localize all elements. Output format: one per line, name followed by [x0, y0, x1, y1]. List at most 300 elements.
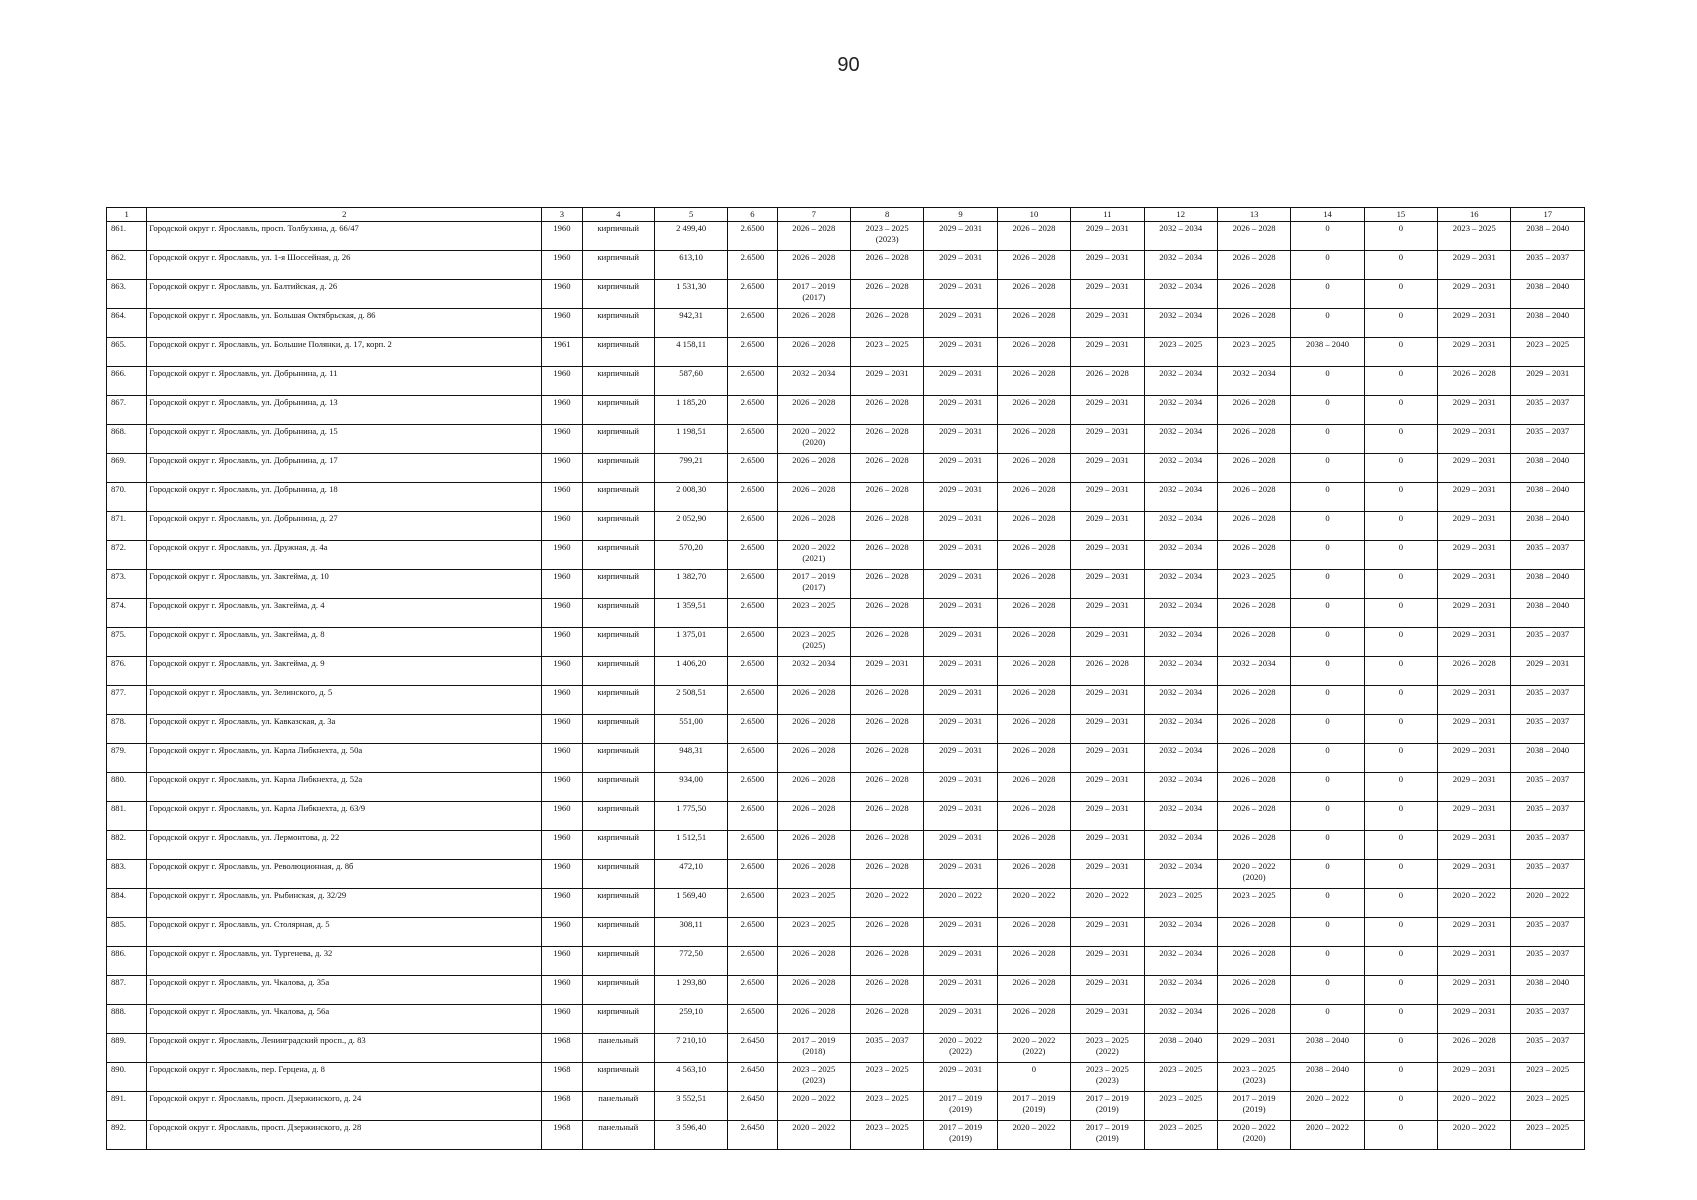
table-cell: 2026 – 2028: [997, 1005, 1070, 1034]
table-cell: 2035 – 2037: [1511, 628, 1585, 657]
table-cell: 2026 – 2028: [850, 396, 923, 425]
table-cell: 2026 – 2028: [1217, 918, 1290, 947]
table-row: [107, 570, 1585, 599]
table-cell: 2023 – 2025 (2023): [1071, 1063, 1144, 1092]
table-cell: 4 563,10: [654, 1063, 727, 1092]
table-cell: 1960: [542, 889, 582, 918]
table-row: [107, 976, 1585, 1005]
table-cell: 1960: [542, 947, 582, 976]
table-cell: Городской округ г. Ярославль, ул. Закгейма, д. 8: [147, 628, 542, 657]
table-cell: 2017 – 2019 (2019): [997, 1092, 1070, 1121]
table-cell: 2026 – 2028: [777, 686, 850, 715]
table-cell: 0: [1291, 425, 1364, 454]
table-cell: 2026 – 2028: [997, 976, 1070, 1005]
table-cell: 0: [1364, 425, 1437, 454]
table-cell: 2032 – 2034: [1144, 570, 1217, 599]
table-cell: 2023 – 2025: [1144, 1063, 1217, 1092]
table-cell: 2026 – 2028: [1071, 657, 1144, 686]
table-cell: 2029 – 2031: [1438, 280, 1511, 309]
table-cell: 2029 – 2031: [1071, 396, 1144, 425]
table-cell: 0: [1364, 1092, 1437, 1121]
table-cell: 2029 – 2031: [1438, 802, 1511, 831]
table-cell: 879.: [107, 744, 147, 773]
table-cell: 2026 – 2028: [850, 744, 923, 773]
column-number-10: 10: [997, 208, 1070, 222]
table-cell: 2020 – 2022: [1071, 889, 1144, 918]
table-cell: 2.6500: [728, 715, 777, 744]
table-cell: 1 512,51: [654, 831, 727, 860]
table-cell: Городской округ г. Ярославль, ул. Карла Либкнехта, д. 63/9: [147, 802, 542, 831]
table-cell: 2026 – 2028: [777, 831, 850, 860]
table-cell: 2026 – 2028: [1217, 599, 1290, 628]
table-cell: 2.6500: [728, 860, 777, 889]
table-cell: Городской округ г. Ярославль, пер. Герцена, д. 8: [147, 1063, 542, 1092]
table-cell: 1 531,30: [654, 280, 727, 309]
table-cell: 0: [1364, 976, 1437, 1005]
table-cell: 2035 – 2037: [1511, 686, 1585, 715]
table-cell: Городской округ г. Ярославль, просп. Толбухина, д. 66/47: [147, 222, 542, 251]
table-cell: Городской округ г. Ярославль, Ленинградский просп., д. 83: [147, 1034, 542, 1063]
page-number: 90: [837, 54, 860, 76]
table-cell: 2032 – 2034: [1217, 367, 1290, 396]
table-cell: 2023 – 2025: [1217, 889, 1290, 918]
table-cell: 3 552,51: [654, 1092, 727, 1121]
table-cell: 0: [1291, 947, 1364, 976]
table-cell: 2020 – 2022: [997, 889, 1070, 918]
table-cell: 2023 – 2025: [777, 918, 850, 947]
table-cell: 2026 – 2028: [777, 251, 850, 280]
table-cell: 0: [1291, 744, 1364, 773]
table-cell: 2032 – 2034: [1217, 657, 1290, 686]
table-row: [107, 773, 1585, 802]
table-cell: Городской округ г. Ярославль, ул. Добрынина, д. 11: [147, 367, 542, 396]
table-cell: 2026 – 2028: [777, 309, 850, 338]
table-cell: 2026 – 2028: [997, 309, 1070, 338]
table-cell: 2023 – 2025: [1511, 1063, 1585, 1092]
table-cell: 2023 – 2025: [1144, 1121, 1217, 1150]
table-cell: 2020 – 2022: [924, 889, 997, 918]
table-cell: 2038 – 2040: [1511, 280, 1585, 309]
table-cell: 0: [1364, 715, 1437, 744]
table-cell: кирпичный: [582, 773, 654, 802]
table-cell: 2026 – 2028: [997, 599, 1070, 628]
table-cell: 2026 – 2028: [850, 860, 923, 889]
table-cell: 2026 – 2028: [1217, 396, 1290, 425]
table-cell: кирпичный: [582, 918, 654, 947]
table-cell: 1960: [542, 628, 582, 657]
table-cell: 880.: [107, 773, 147, 802]
table-row: [107, 512, 1585, 541]
table-cell: Городской округ г. Ярославль, ул. Карла Либкнехта, д. 52а: [147, 773, 542, 802]
table-cell: 2038 – 2040: [1511, 744, 1585, 773]
table-cell: 2020 – 2022 (2022): [924, 1034, 997, 1063]
table-cell: 0: [1364, 773, 1437, 802]
table-cell: 2032 – 2034: [1144, 599, 1217, 628]
table-row: [107, 367, 1585, 396]
table-cell: 2029 – 2031: [924, 251, 997, 280]
table-cell: Городской округ г. Ярославль, ул. Балтийская, д. 26: [147, 280, 542, 309]
table-cell: 2026 – 2028: [777, 483, 850, 512]
table-cell: 2023 – 2025: [777, 889, 850, 918]
table-cell: 2026 – 2028: [997, 686, 1070, 715]
table-cell: 2.6500: [728, 1005, 777, 1034]
column-number-12: 12: [1144, 208, 1217, 222]
table-cell: 2029 – 2031: [1071, 802, 1144, 831]
table-cell: 2023 – 2025: [1217, 570, 1290, 599]
table-cell: 2029 – 2031: [924, 802, 997, 831]
table-cell: 2026 – 2028: [997, 831, 1070, 860]
table-cell: 0: [1291, 483, 1364, 512]
table-cell: 2029 – 2031: [1438, 396, 1511, 425]
table-cell: 2026 – 2028: [1438, 657, 1511, 686]
table-cell: 2026 – 2028: [997, 367, 1070, 396]
table-cell: 2026 – 2028: [1217, 280, 1290, 309]
table-cell: 2023 – 2025: [850, 1121, 923, 1150]
table-cell: 2029 – 2031: [1217, 1034, 1290, 1063]
table-cell: 2026 – 2028: [1217, 222, 1290, 251]
table-cell: 2.6500: [728, 454, 777, 483]
table-cell: 2.6500: [728, 541, 777, 570]
table-cell: 2035 – 2037: [1511, 251, 1585, 280]
table-cell: 2032 – 2034: [1144, 1005, 1217, 1034]
table-cell: кирпичный: [582, 570, 654, 599]
table-cell: 0: [997, 1063, 1070, 1092]
table-cell: кирпичный: [582, 889, 654, 918]
table-cell: кирпичный: [582, 976, 654, 1005]
table-cell: 864.: [107, 309, 147, 338]
table-cell: 2026 – 2028: [1217, 802, 1290, 831]
table-cell: 2029 – 2031: [924, 976, 997, 1005]
table-cell: 2.6500: [728, 918, 777, 947]
table-cell: 2.6450: [728, 1034, 777, 1063]
table-cell: 2029 – 2031: [1071, 309, 1144, 338]
table-cell: Городской округ г. Ярославль, ул. Закгейма, д. 9: [147, 657, 542, 686]
table-cell: кирпичный: [582, 541, 654, 570]
table-cell: 2029 – 2031: [1071, 744, 1144, 773]
table-cell: 0: [1291, 280, 1364, 309]
column-number-9: 9: [924, 208, 997, 222]
table-cell: 0: [1291, 1005, 1364, 1034]
table-cell: 2029 – 2031: [924, 947, 997, 976]
table-cell: 2032 – 2034: [1144, 222, 1217, 251]
table-cell: 2.6500: [728, 802, 777, 831]
table-cell: 472,10: [654, 860, 727, 889]
table-cell: 2032 – 2034: [1144, 251, 1217, 280]
table-cell: 2029 – 2031: [1071, 686, 1144, 715]
table-cell: 2026 – 2028: [777, 976, 850, 1005]
table-cell: 2029 – 2031: [924, 686, 997, 715]
table-cell: 2026 – 2028: [997, 744, 1070, 773]
table-cell: 2026 – 2028: [997, 773, 1070, 802]
table-cell: 2026 – 2028: [850, 686, 923, 715]
table-cell: 0: [1364, 1034, 1437, 1063]
table-cell: 2029 – 2031: [924, 483, 997, 512]
table-cell: 2032 – 2034: [1144, 657, 1217, 686]
table-cell: 2035 – 2037: [1511, 1005, 1585, 1034]
table-cell: 2032 – 2034: [1144, 860, 1217, 889]
table-cell: 2026 – 2028: [1217, 454, 1290, 483]
table-cell: 0: [1291, 802, 1364, 831]
table-cell: 2.6500: [728, 599, 777, 628]
column-number-2: 2: [147, 208, 542, 222]
table-cell: 2029 – 2031: [924, 309, 997, 338]
table-cell: 2026 – 2028: [850, 599, 923, 628]
table-cell: 2029 – 2031: [1511, 657, 1585, 686]
table-cell: 2029 – 2031: [924, 657, 997, 686]
table-cell: 884.: [107, 889, 147, 918]
table-cell: 2023 – 2025: [1511, 1092, 1585, 1121]
table-cell: 2029 – 2031: [924, 744, 997, 773]
table-cell: 0: [1364, 918, 1437, 947]
table-cell: 867.: [107, 396, 147, 425]
table-cell: 2029 – 2031: [1438, 1063, 1511, 1092]
table-cell: 2032 – 2034: [1144, 831, 1217, 860]
table-cell: 2 008,30: [654, 483, 727, 512]
table-cell: 2026 – 2028: [777, 802, 850, 831]
table-cell: 891.: [107, 1092, 147, 1121]
table-cell: 2029 – 2031: [1438, 483, 1511, 512]
table-cell: 2020 – 2022: [1438, 1092, 1511, 1121]
table-cell: 2035 – 2037: [1511, 831, 1585, 860]
table-cell: панельный: [582, 1034, 654, 1063]
table-cell: 2029 – 2031: [1438, 1005, 1511, 1034]
table-cell: 2032 – 2034: [1144, 628, 1217, 657]
table-cell: 2032 – 2034: [1144, 744, 1217, 773]
table-cell: 2029 – 2031: [1438, 541, 1511, 570]
table-cell: 0: [1291, 599, 1364, 628]
table-cell: 2026 – 2028: [997, 628, 1070, 657]
table-cell: 2017 – 2019 (2018): [777, 1034, 850, 1063]
table-cell: 2020 – 2022 (2020): [1217, 1121, 1290, 1150]
table-cell: 1960: [542, 222, 582, 251]
table-cell: 2026 – 2028: [1217, 976, 1290, 1005]
table-cell: 2029 – 2031: [1438, 918, 1511, 947]
table-cell: 0: [1364, 1063, 1437, 1092]
table-cell: Городской округ г. Ярославль, ул. Добрынина, д. 13: [147, 396, 542, 425]
table-cell: 2029 – 2031: [1071, 251, 1144, 280]
table-cell: 2026 – 2028: [777, 396, 850, 425]
table-cell: 2029 – 2031: [924, 1063, 997, 1092]
table-cell: Городской округ г. Ярославль, ул. Добрынина, д. 15: [147, 425, 542, 454]
table-cell: 2020 – 2022: [1511, 889, 1585, 918]
table-cell: 0: [1364, 396, 1437, 425]
table-cell: кирпичный: [582, 309, 654, 338]
table-cell: 0: [1364, 280, 1437, 309]
table-cell: 2026 – 2028: [997, 947, 1070, 976]
table-cell: Городской округ г. Ярославль, ул. Лермонтова, д. 22: [147, 831, 542, 860]
table-cell: 2026 – 2028: [850, 802, 923, 831]
table-cell: 0: [1364, 338, 1437, 367]
table-cell: 2038 – 2040: [1511, 454, 1585, 483]
table-cell: 2 499,40: [654, 222, 727, 251]
column-number-13: 13: [1217, 208, 1290, 222]
table-cell: 1 569,40: [654, 889, 727, 918]
table-cell: 2032 – 2034: [1144, 976, 1217, 1005]
table-cell: 0: [1364, 483, 1437, 512]
table-cell: 2026 – 2028: [850, 628, 923, 657]
table-cell: 1960: [542, 744, 582, 773]
table-cell: 2029 – 2031: [924, 918, 997, 947]
table-cell: Городской округ г. Ярославль, ул. Тургенева, д. 32: [147, 947, 542, 976]
table-cell: 259,10: [654, 1005, 727, 1034]
table-cell: 2032 – 2034: [1144, 947, 1217, 976]
table-cell: 2026 – 2028: [850, 251, 923, 280]
table-cell: 2023 – 2025: [1217, 338, 1290, 367]
table-cell: 2029 – 2031: [924, 599, 997, 628]
table-cell: Городской округ г. Ярославль, ул. Добрынина, д. 17: [147, 454, 542, 483]
table-cell: 2029 – 2031: [924, 570, 997, 599]
table-cell: 2.6500: [728, 947, 777, 976]
table-body: [107, 222, 1585, 1150]
table-row: [107, 802, 1585, 831]
table-cell: кирпичный: [582, 715, 654, 744]
table-row: [107, 1121, 1585, 1150]
table-cell: 2026 – 2028: [850, 425, 923, 454]
table-cell: 0: [1364, 367, 1437, 396]
table-cell: Городской округ г. Ярославль, ул. Чкалова, д. 56а: [147, 1005, 542, 1034]
table-cell: 873.: [107, 570, 147, 599]
table-cell: кирпичный: [582, 628, 654, 657]
table-cell: 2026 – 2028: [850, 715, 923, 744]
table-cell: 799,21: [654, 454, 727, 483]
table-cell: 1960: [542, 367, 582, 396]
table-cell: 2029 – 2031: [1071, 715, 1144, 744]
column-number-11: 11: [1071, 208, 1144, 222]
table-cell: 2 052,90: [654, 512, 727, 541]
table-row: [107, 425, 1585, 454]
table-cell: 0: [1364, 1005, 1437, 1034]
table-cell: 2.6500: [728, 657, 777, 686]
table-cell: 2023 – 2025 (2023): [850, 222, 923, 251]
table-cell: 2026 – 2028: [777, 744, 850, 773]
table-cell: 2026 – 2028: [777, 1005, 850, 1034]
table-cell: 2017 – 2019 (2017): [777, 570, 850, 599]
table-cell: 2026 – 2028: [850, 773, 923, 802]
table-cell: 2038 – 2040: [1511, 309, 1585, 338]
table-cell: 2026 – 2028: [777, 715, 850, 744]
table-cell: 587,60: [654, 367, 727, 396]
table-cell: 2026 – 2028: [1217, 773, 1290, 802]
table-cell: 0: [1291, 454, 1364, 483]
table-cell: 885.: [107, 918, 147, 947]
table-row: [107, 541, 1585, 570]
table-cell: 1 185,20: [654, 396, 727, 425]
table-cell: 1960: [542, 280, 582, 309]
table-cell: 2035 – 2037: [1511, 1034, 1585, 1063]
table-cell: 2038 – 2040: [1144, 1034, 1217, 1063]
table-cell: 2029 – 2031: [924, 222, 997, 251]
table-cell: 1 406,20: [654, 657, 727, 686]
table-cell: 2029 – 2031: [924, 831, 997, 860]
table-cell: 2038 – 2040: [1511, 222, 1585, 251]
table-cell: 2017 – 2019 (2017): [777, 280, 850, 309]
table-cell: 2029 – 2031: [924, 396, 997, 425]
table-cell: 2020 – 2022: [777, 1092, 850, 1121]
table-cell: 2.6500: [728, 222, 777, 251]
table-cell: 0: [1364, 251, 1437, 280]
table-row: [107, 1034, 1585, 1063]
table-cell: 2.6500: [728, 686, 777, 715]
table-cell: 2029 – 2031: [1438, 512, 1511, 541]
table-cell: 2026 – 2028: [997, 541, 1070, 570]
table-cell: 1960: [542, 396, 582, 425]
table-cell: 2029 – 2031: [924, 338, 997, 367]
table-row: [107, 599, 1585, 628]
table-cell: 2020 – 2022: [1291, 1121, 1364, 1150]
table-cell: 2.6500: [728, 744, 777, 773]
table-cell: 876.: [107, 657, 147, 686]
table-cell: 889.: [107, 1034, 147, 1063]
table-cell: 2029 – 2031: [1438, 599, 1511, 628]
table-cell: 887.: [107, 976, 147, 1005]
column-number-row: [107, 208, 1585, 222]
table-cell: 2026 – 2028: [997, 280, 1070, 309]
table-row: [107, 831, 1585, 860]
table-cell: 0: [1364, 657, 1437, 686]
table-cell: 2026 – 2028: [1217, 541, 1290, 570]
table-cell: 0: [1364, 541, 1437, 570]
table-cell: 2026 – 2028: [1071, 367, 1144, 396]
table-cell: 2020 – 2022: [1438, 1121, 1511, 1150]
table-cell: 2032 – 2034: [777, 367, 850, 396]
table-row: [107, 222, 1585, 251]
table-cell: Городской округ г. Ярославль, просп. Дзержинского, д. 24: [147, 1092, 542, 1121]
table-cell: 2038 – 2040: [1291, 1063, 1364, 1092]
table-cell: 2020 – 2022: [1291, 1092, 1364, 1121]
table-cell: 0: [1364, 802, 1437, 831]
table-cell: Городской округ г. Ярославль, ул. Столярная, д. 5: [147, 918, 542, 947]
table-cell: 2020 – 2022: [777, 1121, 850, 1150]
table-cell: 881.: [107, 802, 147, 831]
table-cell: 1960: [542, 657, 582, 686]
table-row: [107, 744, 1585, 773]
table-cell: 2020 – 2022: [997, 1121, 1070, 1150]
table-cell: 870.: [107, 483, 147, 512]
table-cell: 1960: [542, 541, 582, 570]
table-cell: 868.: [107, 425, 147, 454]
table-cell: 2029 – 2031: [924, 715, 997, 744]
table-cell: 1961: [542, 338, 582, 367]
table-cell: 1 375,01: [654, 628, 727, 657]
table-cell: 0: [1291, 309, 1364, 338]
column-number-8: 8: [850, 208, 923, 222]
table-cell: 1960: [542, 918, 582, 947]
column-number-4: 4: [582, 208, 654, 222]
table-cell: 2032 – 2034: [777, 657, 850, 686]
table-cell: 0: [1291, 512, 1364, 541]
table-cell: 2026 – 2028: [997, 512, 1070, 541]
table-cell: 874.: [107, 599, 147, 628]
table-cell: 2026 – 2028: [997, 860, 1070, 889]
table-cell: 1960: [542, 251, 582, 280]
table-cell: 1960: [542, 802, 582, 831]
table-row: [107, 1063, 1585, 1092]
table-row: [107, 338, 1585, 367]
table-cell: 863.: [107, 280, 147, 309]
table-cell: 2.6500: [728, 831, 777, 860]
table-cell: 551,00: [654, 715, 727, 744]
table-cell: 2023 – 2025 (2023): [1217, 1063, 1290, 1092]
table-cell: 1960: [542, 860, 582, 889]
table-cell: 2026 – 2028: [997, 454, 1070, 483]
table-cell: 872.: [107, 541, 147, 570]
table-cell: 2029 – 2031: [1438, 773, 1511, 802]
table-cell: 865.: [107, 338, 147, 367]
table-cell: 2035 – 2037: [1511, 802, 1585, 831]
table-cell: 1960: [542, 512, 582, 541]
table-cell: 0: [1364, 1121, 1437, 1150]
table-cell: Городской округ г. Ярославль, ул. Большие Полянки, д. 17, корп. 2: [147, 338, 542, 367]
